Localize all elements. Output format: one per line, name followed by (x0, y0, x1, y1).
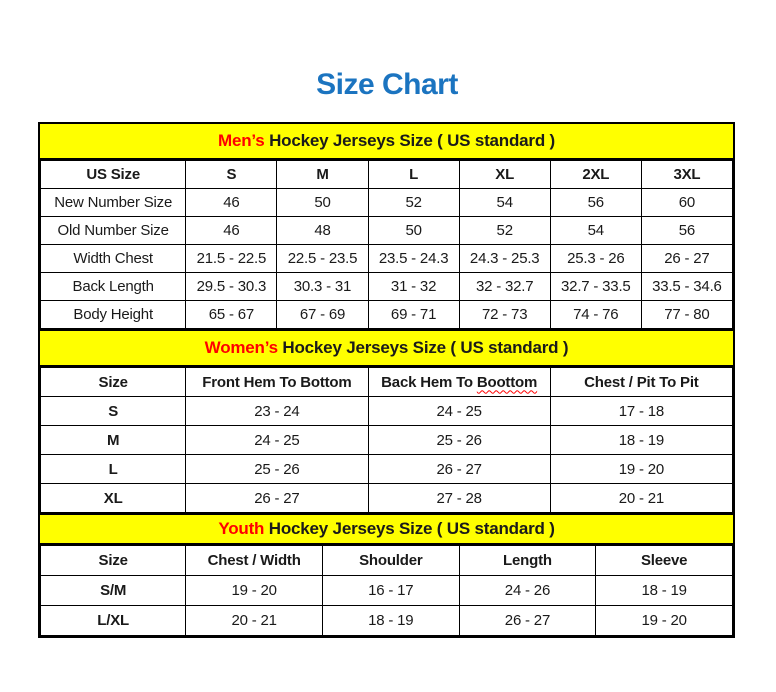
youth-row-label: L/XL (41, 606, 186, 636)
mens-cell: 54 (550, 217, 641, 245)
table-row (41, 189, 733, 217)
mens-cell: 32.7 - 33.5 (550, 273, 641, 301)
womens-cell: 25 - 26 (186, 455, 368, 484)
mens-cell: 74 - 76 (550, 301, 641, 329)
youth-col-header-4: Sleeve (596, 546, 733, 576)
mens-cell: 52 (368, 189, 459, 217)
table-row (41, 484, 733, 513)
mens-header-row (41, 161, 733, 189)
mens-cell: 65 - 67 (186, 301, 277, 329)
mens-heading-highlight: Men’s (218, 131, 265, 150)
womens-heading-text: Hockey Jerseys Size ( US standard ) (277, 338, 569, 357)
womens-col-header-1: Front Hem To Bottom (186, 368, 368, 397)
mens-cell: 31 - 32 (368, 273, 459, 301)
mens-cell: 72 - 73 (459, 301, 550, 329)
table-row (41, 273, 733, 301)
mens-row-label: Back Length (41, 273, 186, 301)
mens-cell: 33.5 - 34.6 (641, 273, 732, 301)
youth-col-header-1: Chest / Width (186, 546, 323, 576)
mens-heading-text: Hockey Jerseys Size ( US standard ) (264, 131, 555, 150)
mens-col-header-2: M (277, 161, 368, 189)
mens-row-label: Old Number Size (41, 217, 186, 245)
mens-cell: 21.5 - 22.5 (186, 245, 277, 273)
table-row (41, 455, 733, 484)
mens-cell: 48 (277, 217, 368, 245)
womens-row-label: S (41, 397, 186, 426)
mens-cell: 22.5 - 23.5 (277, 245, 368, 273)
mens-cell: 23.5 - 24.3 (368, 245, 459, 273)
womens-cell: 18 - 19 (550, 426, 732, 455)
womens-heading-highlight: Women’s (204, 338, 278, 357)
womens-cell: 25 - 26 (368, 426, 550, 455)
womens-cell: 24 - 25 (186, 426, 368, 455)
mens-section-heading (40, 124, 733, 160)
table-row (41, 301, 733, 329)
youth-cell: 26 - 27 (459, 606, 596, 636)
table-row (41, 245, 733, 273)
youth-table (40, 545, 733, 636)
youth-cell: 18 - 19 (596, 576, 733, 606)
womens-cell: 26 - 27 (186, 484, 368, 513)
mens-cell: 24.3 - 25.3 (459, 245, 550, 273)
table-row (41, 576, 733, 606)
youth-col-header-3: Length (459, 546, 596, 576)
mens-col-header-0: US Size (41, 161, 186, 189)
mens-row-label: New Number Size (41, 189, 186, 217)
youth-col-header-2: Shoulder (322, 546, 459, 576)
mens-col-header-1: S (186, 161, 277, 189)
mens-cell: 46 (186, 189, 277, 217)
womens-cell: 24 - 25 (368, 397, 550, 426)
youth-cell: 18 - 19 (322, 606, 459, 636)
mens-cell: 29.5 - 30.3 (186, 273, 277, 301)
mens-col-header-6: 3XL (641, 161, 732, 189)
mens-cell: 67 - 69 (277, 301, 368, 329)
mens-row-label: Width Chest (41, 245, 186, 273)
table-row (41, 426, 733, 455)
womens-section-heading (40, 329, 733, 367)
womens-table (40, 367, 733, 513)
mens-cell: 56 (641, 217, 732, 245)
mens-cell: 50 (368, 217, 459, 245)
youth-cell: 20 - 21 (186, 606, 323, 636)
mens-table (40, 160, 733, 329)
womens-header-row (41, 368, 733, 397)
size-chart-container (38, 122, 735, 638)
mens-cell: 32 - 32.7 (459, 273, 550, 301)
womens-col-header-2: Back Hem To Boottom (368, 368, 550, 397)
mens-col-header-5: 2XL (550, 161, 641, 189)
womens-cell: 27 - 28 (368, 484, 550, 513)
womens-cell: 26 - 27 (368, 455, 550, 484)
womens-cell: 23 - 24 (186, 397, 368, 426)
womens-cell: 19 - 20 (550, 455, 732, 484)
youth-col-header-0: Size (41, 546, 186, 576)
youth-row-label: S/M (41, 576, 186, 606)
mens-cell: 30.3 - 31 (277, 273, 368, 301)
table-row (41, 397, 733, 426)
womens-cell: 17 - 18 (550, 397, 732, 426)
youth-section-heading (40, 513, 733, 545)
youth-header-row (41, 546, 733, 576)
mens-cell: 56 (550, 189, 641, 217)
mens-cell: 25.3 - 26 (550, 245, 641, 273)
page-title: Size Chart (316, 68, 458, 101)
youth-cell: 16 - 17 (322, 576, 459, 606)
mens-cell: 50 (277, 189, 368, 217)
mens-cell: 54 (459, 189, 550, 217)
youth-cell: 19 - 20 (596, 606, 733, 636)
mens-row-label: Body Height (41, 301, 186, 329)
mens-cell: 46 (186, 217, 277, 245)
mens-cell: 69 - 71 (368, 301, 459, 329)
womens-row-label: XL (41, 484, 186, 513)
youth-cell: 19 - 20 (186, 576, 323, 606)
misspelled-word: Boottom (476, 373, 538, 391)
womens-col-header-0: Size (41, 368, 186, 397)
mens-col-header-3: L (368, 161, 459, 189)
youth-heading-text: Hockey Jerseys Size ( US standard ) (264, 519, 555, 538)
mens-col-header-4: XL (459, 161, 550, 189)
youth-heading-highlight: Youth (218, 519, 265, 538)
table-row (41, 606, 733, 636)
womens-row-label: M (41, 426, 186, 455)
mens-cell: 52 (459, 217, 550, 245)
mens-cell: 26 - 27 (641, 245, 732, 273)
womens-row-label: L (41, 455, 186, 484)
womens-cell: 20 - 21 (550, 484, 732, 513)
youth-cell: 24 - 26 (459, 576, 596, 606)
womens-col-header-3: Chest / Pit To Pit (550, 368, 732, 397)
mens-cell: 60 (641, 189, 732, 217)
mens-cell: 77 - 80 (641, 301, 732, 329)
table-row (41, 217, 733, 245)
